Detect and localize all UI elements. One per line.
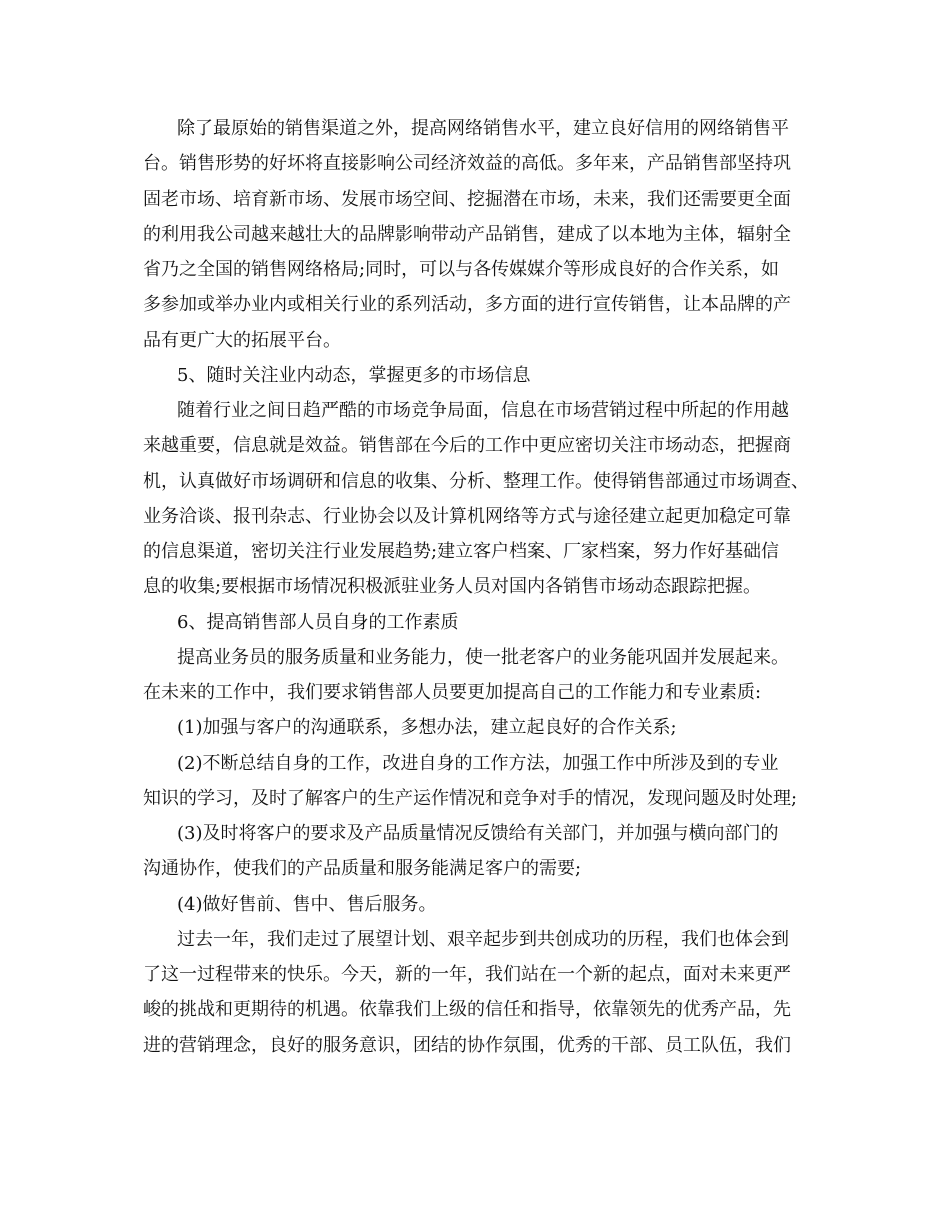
paragraph-line-16: 提高业务员的服务质量和业务能力，使一批老客户的业务能巩固并发展起来。 xyxy=(177,647,789,668)
paragraph-line-14: 息的收集;要根据市场情况积极派驻业务人员对国内各销售市场动态跟踪把握。 xyxy=(143,576,762,597)
paragraph-line-25: 了这一过程带来的快乐。今天，新的一年，我们站在一个新的起点，面对未来更严 xyxy=(143,964,791,985)
paragraph-line-6: 多参加或举办业内或相关行业的系列活动，多方面的进行宣传销售，让本品牌的产 xyxy=(143,294,791,315)
paragraph-line-13: 的信息渠道，密切关注行业发展趋势;建立客户档案、厂家档案，努力作好基础信 xyxy=(143,541,780,562)
paragraph-line-24: 过去一年，我们走过了展望计划、艰辛起步到共创成功的历程，我们也体会到 xyxy=(177,929,789,950)
paragraph-line-3: 固老市场、培育新市场、发展市场空间、挖掘潜在市场，未来，我们还需要更全面 xyxy=(143,189,791,210)
paragraph-line-10: 来越重要，信息就是效益。销售部在今后的工作中更应密切关注市场动态，把握商 xyxy=(143,435,791,456)
list-item-2: (2)不断总结自身的工作，改进自身的工作方法，加强工作中所涉及到的专业 xyxy=(177,753,779,774)
paragraph-line-9: 随着行业之间日趋严酷的市场竞争局面，信息在市场营销过程中所起的作用越 xyxy=(177,400,789,421)
paragraph-line-26: 峻的挑战和更期待的机遇。依靠我们上级的信任和指导，依靠领先的优秀产品，先 xyxy=(143,999,791,1020)
paragraph-line-5: 省乃之全国的销售网络格局;同时，可以与各传媒媒介等形成良好的合作关系，如 xyxy=(143,259,780,280)
list-item-3: (3)及时将客户的要求及产品质量情况反馈给有关部门，并加强与横向部门的 xyxy=(177,823,779,844)
paragraph-line-27: 进的营销理念，良好的服务意识，团结的协作氛围，优秀的干部、员工队伍，我们 xyxy=(143,1035,791,1056)
paragraph-line-4: 的利用我公司越来越壮大的品牌影响带动产品销售，建成了以本地为主体，辐射全 xyxy=(143,224,791,245)
list-item-2-cont: 知识的学习，及时了解客户的生产运作情况和竞争对手的情况，发现问题及时处理; xyxy=(143,788,798,809)
paragraph-line-7: 品有更广大的拓展平台。 xyxy=(143,330,341,351)
list-item-3-cont: 沟通协作，使我们的产品质量和服务能满足客户的需要; xyxy=(143,858,582,879)
list-item-1: (1)加强与客户的沟通联系，多想办法，建立起良好的合作关系; xyxy=(177,717,677,738)
paragraph-line-17: 在未来的工作中，我们要求销售部人员要更加提高自己的工作能力和专业素质: xyxy=(143,682,762,703)
paragraph-line-11: 机，认真做好市场调研和信息的收集、分析、整理工作。使得销售部通过市场调查、 xyxy=(143,471,809,492)
paragraph-line-12: 业务洽谈、报刊杂志、行业协会以及计算机网络等方式与途径建立起更加稳定可靠 xyxy=(143,506,791,527)
paragraph-line-1: 除了最原始的销售渠道之外，提高网络销售水平，建立良好信用的网络销售平 xyxy=(177,118,789,139)
paragraph-line-2: 台。销售形势的好坏将直接影响公司经济效益的高低。多年来，产品销售部坚持巩 xyxy=(143,153,791,174)
list-item-4: (4)做好售前、售中、售后服务。 xyxy=(177,894,437,915)
section-heading-5: 5、随时关注业内动态，掌握更多的市场信息 xyxy=(177,365,531,386)
section-heading-6: 6、提高销售部人员自身的工作素质 xyxy=(177,612,459,633)
